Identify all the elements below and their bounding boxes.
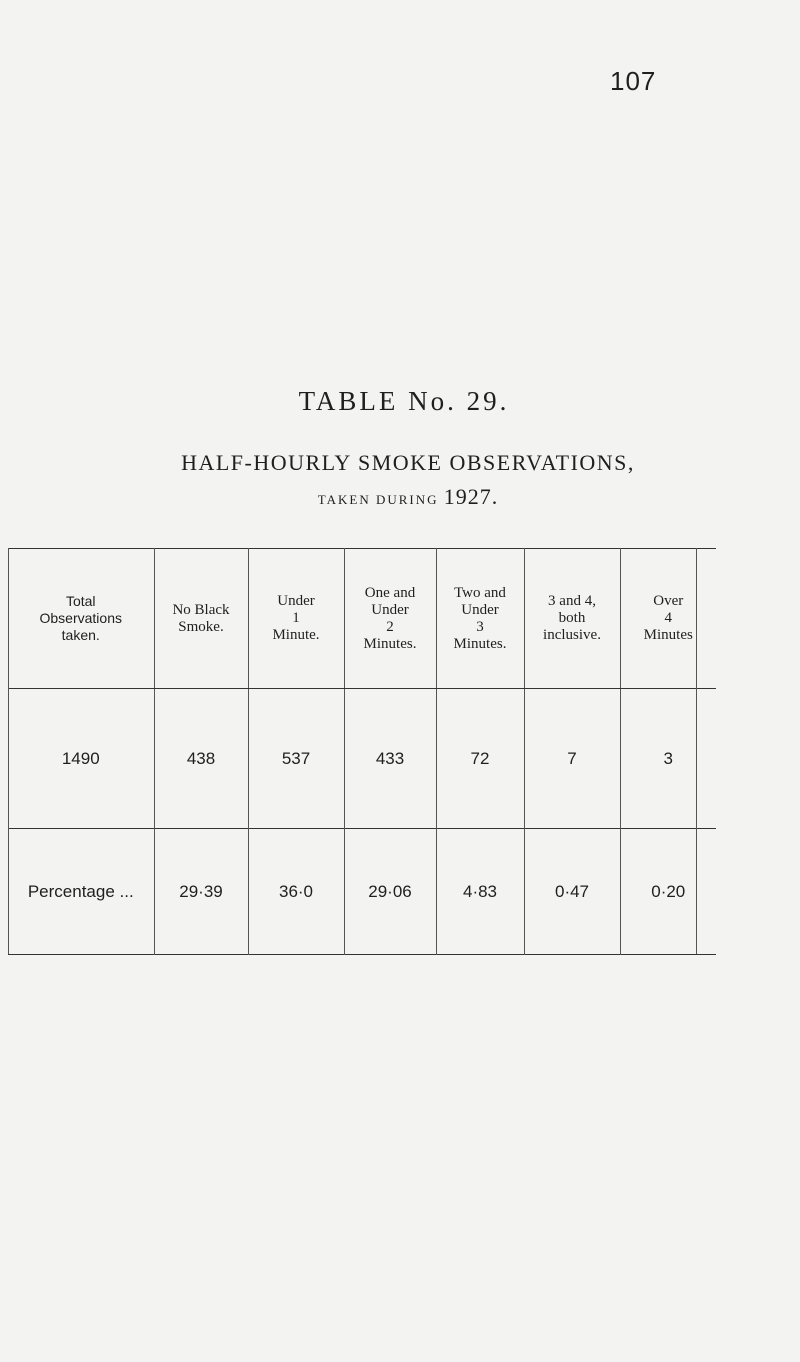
taken-during-year: 1927. [443, 484, 499, 509]
taken-during-line [0, 484, 800, 510]
header-total-observations: Total Observations taken. [8, 549, 154, 689]
table-right-border [696, 548, 697, 954]
pct-1-to-2: 29·06 [344, 829, 436, 955]
pct-no-black-smoke: 29·39 [154, 829, 248, 955]
header-over-4-minutes: Over 4 Minutes [620, 549, 716, 689]
percentage-label: Percentage ... [27, 881, 134, 901]
count-1-to-2: 433 [344, 689, 436, 829]
header-3-and-4-inclusive: 3 and 4, both inclusive. [524, 549, 620, 689]
taken-during-label: TAKEN DURING [317, 492, 439, 507]
table-subtitle: HALF-HOURLY SMOKE OBSERVATIONS, [181, 450, 635, 475]
pct-3-to-4: 0·47 [524, 829, 620, 955]
count-2-to-3: 72 [436, 689, 524, 829]
count-3-to-4: 7 [524, 689, 620, 829]
percentage-row [8, 829, 716, 955]
header-row [8, 549, 716, 689]
header-no-black-smoke: No Black Smoke. [154, 549, 248, 689]
header-under-1-minute: Under 1 Minute. [248, 549, 344, 689]
count-under-1: 537 [248, 689, 344, 829]
header-one-and-under-2: One and Under 2 Minutes. [344, 549, 436, 689]
pct-over-4: 0·20 [620, 829, 716, 955]
smoke-observations-table [8, 548, 716, 955]
table-title: TABLE No. 29. [298, 386, 510, 416]
pct-2-to-3: 4·83 [436, 829, 524, 955]
counts-row [8, 689, 716, 829]
page-number: 107 [610, 66, 657, 96]
pct-under-1: 36·0 [248, 829, 344, 955]
count-total: 1490 [61, 748, 100, 768]
table-left-border [8, 548, 9, 954]
count-over-4: 3 [620, 689, 716, 829]
header-two-and-under-3: Two and Under 3 Minutes. [436, 549, 524, 689]
count-no-black-smoke: 438 [154, 689, 248, 829]
